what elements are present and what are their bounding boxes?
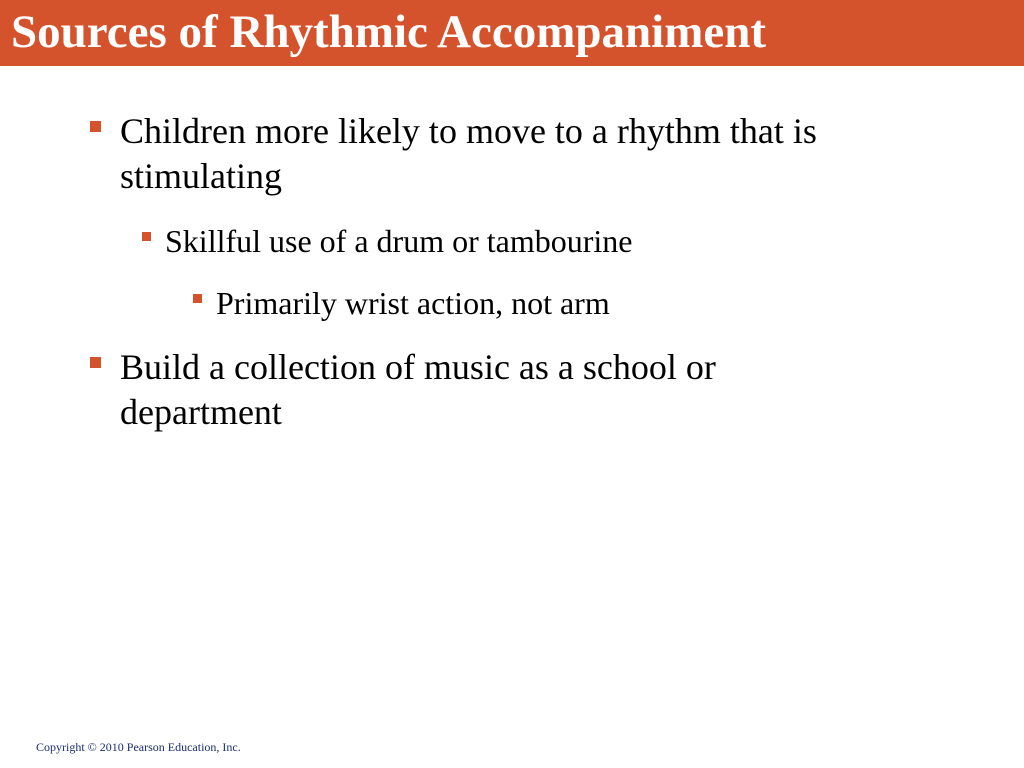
bullet-text-line: Skillful use of a drum or tambourine	[165, 223, 633, 259]
bullet-item-wrist-action	[193, 283, 893, 325]
bullet-text-line: Children more likely to move to a rhythm that is	[120, 111, 817, 151]
bullet-text-line: stimulating	[120, 156, 282, 196]
bullet-text	[120, 109, 817, 199]
bullet-text	[165, 221, 632, 261]
square-bullet-icon	[142, 232, 151, 241]
square-bullet-icon	[90, 121, 101, 132]
bullet-item-drum-tambourine	[142, 221, 942, 263]
bullet-text-line: department	[120, 392, 282, 432]
bullet-item-build-collection	[90, 345, 990, 437]
title-bar	[0, 0, 1024, 66]
bullet-text	[216, 283, 610, 323]
bullet-text-line: Build a collection of music as a school or	[120, 347, 716, 387]
square-bullet-icon	[90, 357, 101, 368]
bullet-item-children-rhythm	[90, 109, 990, 201]
bullet-text-line: Primarily wrist action, not arm	[216, 285, 610, 321]
slide-title: Sources of Rhythmic Accompaniment	[11, 6, 767, 58]
copyright-footer: Copyright © 2010 Pearson Education, Inc.	[36, 740, 241, 754]
bullet-text	[120, 345, 716, 435]
square-bullet-icon	[193, 294, 202, 303]
